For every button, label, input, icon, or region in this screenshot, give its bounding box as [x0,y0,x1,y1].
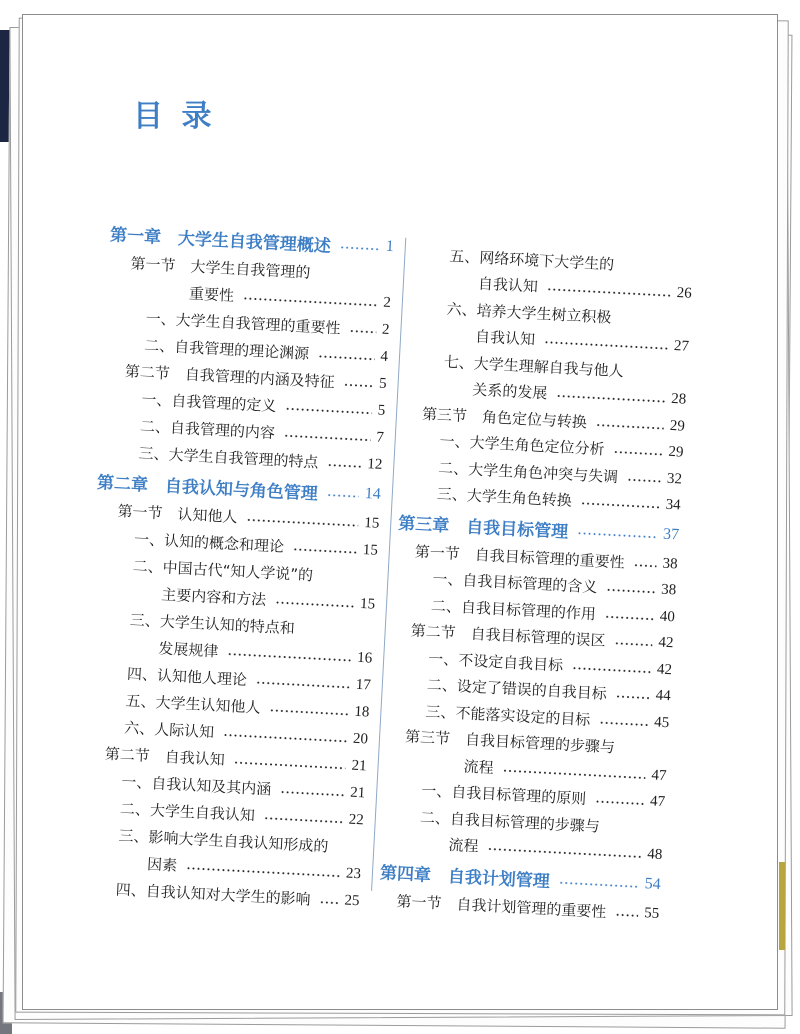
dot-leader [234,760,346,770]
dot-leader [327,463,361,469]
chapter-title: 大学生自我管理概述 [177,228,332,257]
section-title: 自我目标管理的重要性 [474,545,626,572]
item-number: 二、 [139,417,171,437]
page-number: 2 [381,321,390,339]
page-number: 27 [673,338,690,355]
section-title: 角色定位与转换 [481,407,588,432]
item-number: 六、 [446,299,478,320]
dot-leader [487,847,641,859]
dot-leader [596,423,664,431]
page-number: 21 [351,757,367,775]
dot-leader [547,287,671,297]
page-number: 55 [643,904,660,922]
page-number: 15 [363,515,380,532]
dot-leader [627,477,661,483]
page-number: 42 [656,661,673,679]
page-number: 48 [646,846,663,864]
item-title: 自我目标管理的步骤与 [449,809,601,836]
page-number: 5 [377,402,386,419]
item-number: 二、 [437,458,469,479]
item-title: 大学生理解自我与他人 [473,354,625,381]
section-title: 认知他人 [177,505,238,527]
dot-leader [502,768,645,779]
page-number: 5 [378,375,388,392]
item-number: 一、 [427,649,459,669]
chapter-number: 第一章 [109,224,162,248]
section-title: 自我目标管理的步骤与 [464,730,616,757]
dot-leader [544,340,668,350]
item-number: 二、 [132,556,164,577]
item-number: 四、 [115,880,147,901]
section-number: 第二节 [410,621,457,643]
page-number: 47 [651,767,667,784]
item-title: 中国古代“知人学说”的 [162,558,314,585]
page-number: 23 [345,865,362,883]
chapter-number: 第二章 [96,472,149,496]
dot-leader [349,329,376,334]
item-title: 人际认知 [153,720,215,742]
dot-leader [264,816,343,824]
book-edge-strip [779,862,785,950]
item-title: 自我目标管理的含义 [461,571,598,597]
page-number: 38 [662,555,678,573]
section-number: 第一节 [396,891,442,913]
item-title: 关系的发展 [471,380,548,403]
item-title: 自我认知对大学生的影响 [145,882,312,909]
page-number: 12 [366,456,383,473]
item-title: 大学生角色冲突与失调 [467,460,619,486]
page-number: 40 [659,608,676,626]
page-number: 21 [349,784,366,802]
item-number: 一、 [420,781,452,802]
dot-leader [243,296,378,307]
item-title: 流程 [448,836,479,856]
section-number: 第一节 [130,254,176,275]
item-number: 二、 [419,808,451,828]
item-number: 三、 [436,485,468,505]
item-title: 不设定自我目标 [457,650,564,675]
page-number: 20 [352,730,369,748]
chapter-title: 自我认知与角色管理 [164,476,319,505]
section-number: 第一节 [117,502,163,523]
section-title: 重要性 [188,284,235,305]
dot-leader [223,733,347,743]
item-number: 三、 [425,702,456,722]
item-title: 认知他人理论 [156,666,248,690]
dot-leader [614,641,652,647]
item-title: 大学生自我认知 [149,801,256,825]
item-number: 二、 [143,336,175,356]
page-number: 29 [667,444,684,461]
item-title: 网络环境下大学生的 [478,248,615,274]
item-number: 三、 [118,826,150,847]
item-title: 大学生认知他人 [155,693,261,717]
item-number: 一、 [439,432,471,452]
dot-leader [227,652,351,662]
dot-leader [275,600,354,608]
page-number: 42 [658,634,674,652]
chapter-title: 自我目标管理 [465,516,569,543]
dot-leader [319,900,338,905]
item-title: 培养大学生树立积极 [476,301,612,327]
item-title: 自我目标管理的作用 [460,597,597,623]
page-number: 16 [356,649,373,667]
item-number: 五、 [125,691,157,712]
dot-leader [186,866,340,878]
item-title: 认知的概念和理论 [163,531,285,556]
page-number: 2 [382,294,392,312]
dot-leader [615,695,649,701]
item-number: 三、 [138,444,170,464]
dot-leader [599,720,648,727]
item-number: 七、 [443,352,475,373]
item-number: 三、 [129,610,161,631]
dot-leader [613,450,662,457]
item-title: 主要内容和方法 [160,585,267,609]
item-number: 一、 [145,309,177,329]
dot-leader [556,394,665,404]
dot-leader [559,880,639,888]
page-number: 44 [655,687,672,705]
dot-leader [340,245,380,251]
page-number: 15 [359,595,376,613]
item-number: 五、 [448,246,480,267]
item-title: 自我管理的内容 [169,418,276,443]
chapter-title: 自我计划管理 [447,866,551,892]
dot-leader [606,588,655,595]
chapter-number: 第三章 [397,513,450,536]
dot-leader [293,547,357,554]
item-number: 四、 [126,664,158,685]
chapter-number: 第四章 [379,862,432,886]
section-number: 第三节 [404,727,451,749]
item-title: 设定了错误的自我目标 [456,677,608,704]
page-number: 45 [653,714,670,731]
dot-leader [581,502,660,510]
item-number: 二、 [426,675,458,696]
item-title: 大学生角色转换 [466,486,573,511]
item-title: 自我认知 [474,327,536,349]
section-title: 大学生自我管理的 [190,257,311,282]
section-number: 第二节 [104,744,151,766]
section-number: 第二节 [124,362,171,383]
page-number: 25 [344,892,360,910]
section-title: 自我认知 [164,747,226,769]
section-title: 自我管理的内涵及特征 [184,365,336,392]
toc-column-left [75,216,394,915]
item-number: 一、 [120,772,152,793]
dot-leader [572,666,651,674]
dot-leader [577,531,657,539]
item-number: 六、 [123,718,155,739]
page-number: 28 [670,391,687,408]
item-title: 大学生自我管理的重要性 [175,310,341,338]
item-title: 自我目标管理的原则 [450,783,587,809]
item-title: 自我认知 [477,274,539,296]
item-number: 一、 [140,390,172,410]
item-title: 发展规律 [157,639,219,661]
item-number: 一、 [133,529,165,550]
page-number: 37 [662,525,680,544]
item-title: 因素 [146,855,178,875]
section-number: 第一节 [414,542,461,563]
page-number: 14 [364,484,382,503]
item-title: 大学生自我管理的特点 [168,445,319,472]
page-number: 34 [665,496,682,514]
dot-leader [256,681,350,690]
dot-leader [246,518,358,528]
dot-leader [318,354,375,361]
page-number: 26 [676,285,693,303]
page-number: 4 [380,348,389,365]
page-number: 29 [669,417,686,435]
page-number: 22 [348,811,365,829]
table-of-contents [69,216,704,936]
page-number: 38 [660,581,677,599]
dot-leader [280,790,344,797]
item-number: 二、 [430,596,462,616]
page-number: 15 [362,541,379,559]
dot-leader [269,708,348,716]
page-number: 32 [666,470,683,488]
toc-column-right [375,232,694,927]
section-title: 自我目标管理的误区 [470,624,606,651]
dot-leader [615,912,638,917]
item-title: 自我认知及其内涵 [150,774,272,799]
dot-leader [285,407,372,416]
section-title: 流程 [463,757,495,777]
page-number: 47 [649,793,666,811]
toc-title: 目 录 [133,99,216,134]
page-number: 17 [355,676,372,694]
item-title: 影响大学生自我认知形成的 [148,828,329,856]
page-number: 54 [644,875,662,893]
dot-leader [633,563,656,568]
dot-leader [327,492,359,498]
item-number: 二、 [119,799,151,820]
page-number: 1 [385,237,395,256]
item-title: 自我管理的定义 [170,391,277,416]
page-number: 7 [375,429,385,446]
item-number: 一、 [431,569,463,590]
item-title: 大学生角色定位分析 [469,433,605,459]
dot-leader [595,800,644,807]
item-title: 大学生认知的特点和 [159,612,296,638]
section-title: 自我计划管理的重要性 [456,895,607,921]
dot-leader [605,614,654,621]
item-title: 不能落实设定的目标 [455,703,591,729]
item-title: 自我管理的理论渊源 [173,337,310,363]
dot-leader [343,383,373,389]
section-number: 第三节 [421,404,468,425]
page-number: 18 [353,703,370,721]
dot-leader [284,434,371,443]
